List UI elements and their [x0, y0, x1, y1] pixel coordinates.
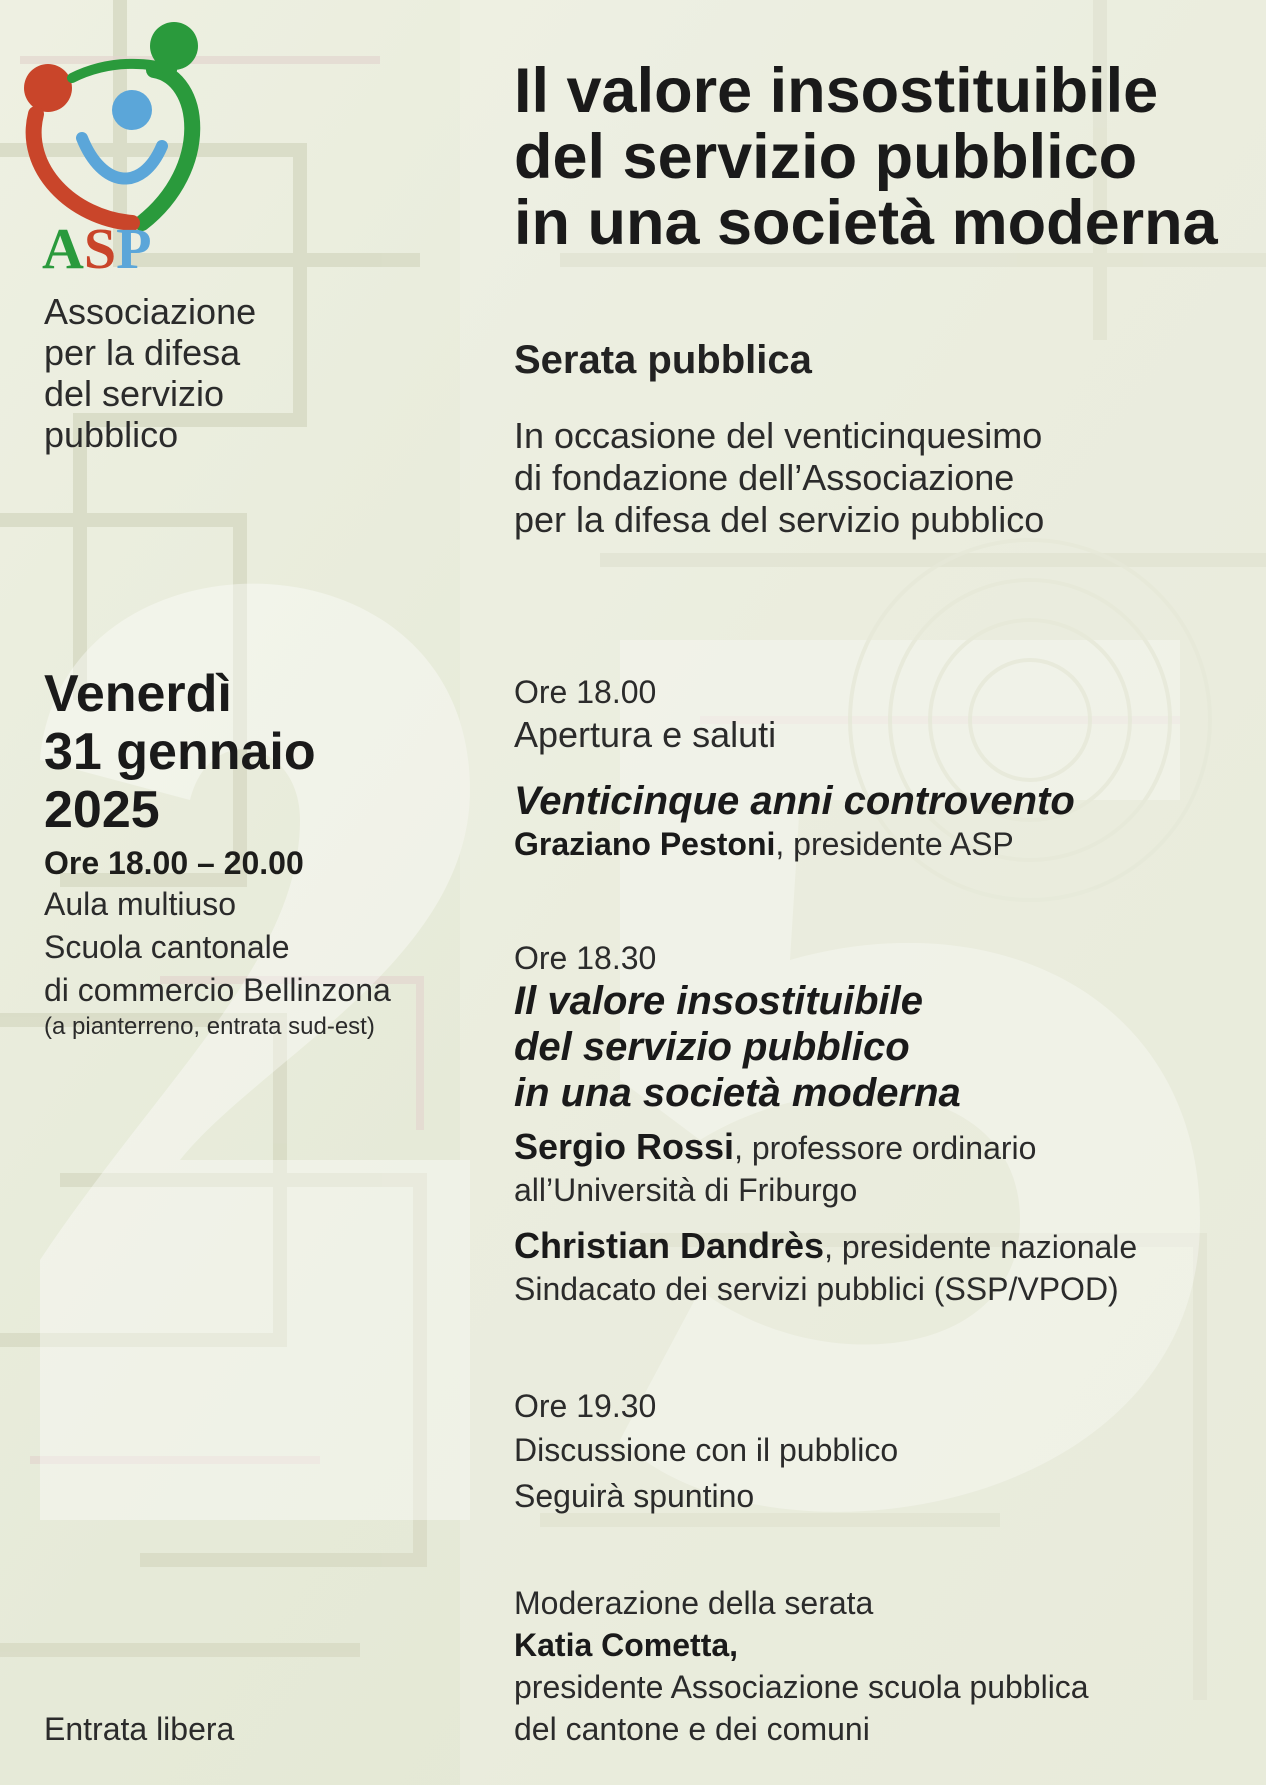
speaker-affiliation: Sindacato dei servizi pubblici (SSP/VPOD)	[514, 1271, 1119, 1307]
venue-line: Scuola cantonale	[44, 929, 290, 965]
entrance-note: Entrata libera	[44, 1711, 235, 1747]
moderation-section	[514, 1582, 1089, 1750]
org-name-line: pubblico	[44, 414, 179, 455]
program-section-1	[514, 672, 1075, 864]
program-time: Ore 18.00	[514, 674, 657, 710]
talk-title: Venticinque anni controvento	[514, 779, 1075, 823]
moderator-role-line: del cantone e dei comuni	[514, 1711, 870, 1747]
event-subtitle: Serata pubblica	[514, 338, 812, 382]
event-occasion	[514, 415, 1044, 541]
title-line: Il valore insostituibile	[514, 56, 1159, 126]
org-name-line: per la difesa	[44, 332, 241, 373]
speaker-name: Sergio Rossi	[514, 1126, 735, 1167]
speaker-role: , presidente nazionale	[824, 1229, 1138, 1265]
program-time: Ore 18.30	[514, 940, 657, 976]
logo-letter: S	[83, 216, 117, 280]
moderator-role-line: presidente Associazione scuola pubblica	[514, 1669, 1089, 1705]
date-line: 31 gennaio	[44, 723, 316, 781]
talk-title	[514, 978, 1137, 1116]
program-item: Seguirà spuntino	[514, 1478, 755, 1514]
speaker	[514, 1225, 1137, 1268]
logo-letter: A	[42, 216, 84, 280]
speaker-name: Graziano Pestoni	[514, 826, 776, 862]
event-date	[44, 665, 464, 839]
program-section-2	[514, 938, 1137, 1310]
logo-text	[42, 216, 152, 280]
venue-line: Aula multiuso	[44, 886, 237, 922]
org-name-line: del servizio	[44, 373, 225, 414]
speaker-affiliation: all’Università di Friburgo	[514, 1172, 858, 1208]
logo-letter: P	[116, 216, 152, 280]
talk-title-line: del servizio pubblico	[514, 1025, 910, 1069]
occasion-line: di fondazione dell’Associazione	[514, 457, 1015, 498]
page-title	[514, 58, 1218, 256]
venue-line: di commercio Bellinzona	[44, 972, 391, 1008]
title-line: del servizio pubblico	[514, 122, 1138, 192]
program-item: Apertura e saluti	[514, 714, 777, 755]
date-line: 2025	[44, 781, 160, 839]
speaker-role: , presidente ASP	[775, 826, 1014, 862]
occasion-line: In occasione del venticinquesimo	[514, 415, 1043, 456]
speaker	[514, 1126, 1137, 1169]
moderator-name: Katia Cometta,	[514, 1627, 739, 1663]
occasion-line: per la difesa del servizio pubblico	[514, 499, 1045, 540]
program-item: Discussione con il pubblico	[514, 1432, 899, 1468]
talk-title-line: in una società moderna	[514, 1071, 961, 1115]
speaker	[514, 824, 1075, 864]
talk-title-line: Il valore insostituibile	[514, 979, 923, 1023]
title-line: in una società moderna	[514, 188, 1218, 258]
program-time: Ore 19.30	[514, 1388, 657, 1424]
date-line: Venerdì	[44, 665, 232, 723]
moderation-label: Moderazione della serata	[514, 1585, 874, 1621]
event-venue	[44, 883, 464, 1012]
venue-note: (a pianterreno, entrata sud-est)	[44, 1013, 375, 1040]
speaker-role: , professore ordinario	[734, 1130, 1037, 1166]
org-name-line: Associazione	[44, 291, 257, 332]
asp-logo	[22, 18, 222, 280]
speaker-name: Christian Dandrès	[514, 1225, 825, 1266]
program-section-3	[514, 1386, 898, 1516]
event-date-block	[44, 665, 464, 1042]
organization-name	[44, 291, 344, 455]
event-time: Ore 18.00 – 20.00	[44, 845, 304, 881]
